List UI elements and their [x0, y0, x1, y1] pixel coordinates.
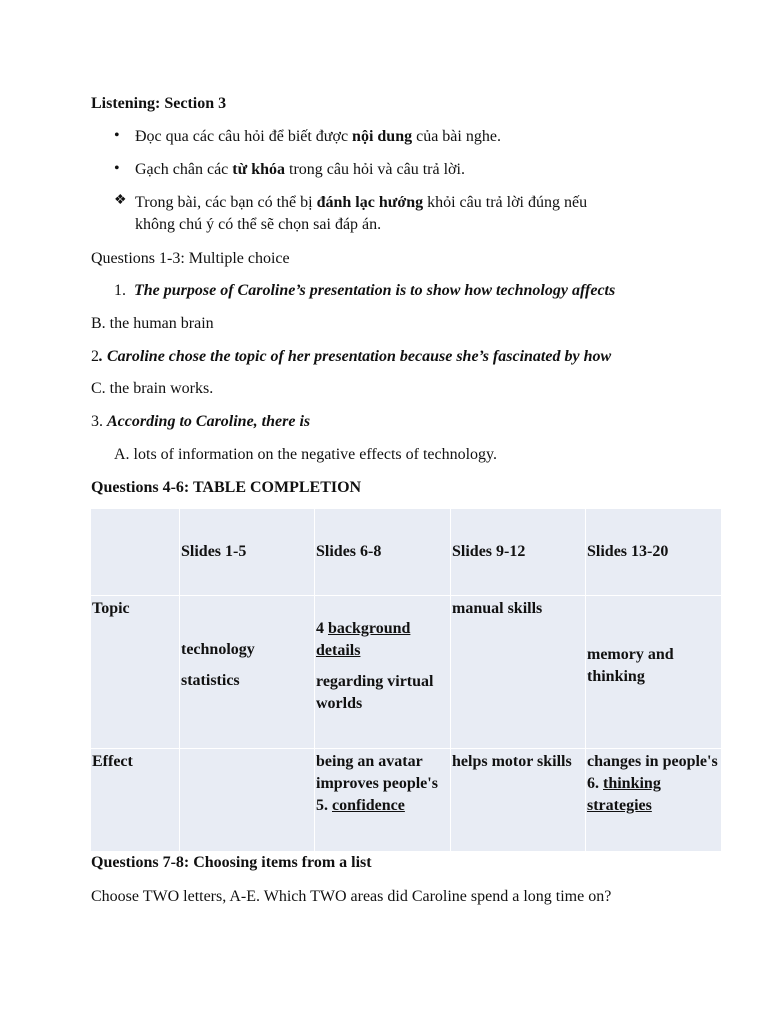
- question-text: The purpose of Caroline’s presentation is to show how technology affects: [134, 282, 616, 299]
- heading-bold: Questions 4-6:: [91, 479, 193, 496]
- answer-text: thinking strategies: [587, 775, 661, 814]
- tip-text: của bài nghe.: [412, 128, 501, 145]
- heading-rest: TABLE COMPLETION: [192, 479, 362, 496]
- tip-text: trong câu hỏi và câu trả lời.: [285, 161, 465, 178]
- question-text: . Caroline chose the topic of her presentation because she’s fascinated by how: [99, 348, 612, 365]
- question-1-answer: B. the human brain: [91, 315, 214, 332]
- table-header-cell: Slides 13-20: [586, 509, 722, 596]
- question-3-answer: A. lots of information on the negative effects of technology.: [114, 446, 498, 463]
- cell-text: changes in people's 6.: [587, 753, 718, 792]
- table-cell: manual skills: [451, 596, 586, 749]
- table-cell: [586, 596, 722, 749]
- row-label: Topic: [91, 596, 180, 749]
- question-number: 3.: [91, 413, 107, 430]
- answer-number: 4: [316, 620, 328, 637]
- table-completion: [90, 508, 722, 852]
- tip-item: [135, 192, 587, 214]
- bullet-dot-icon: •: [114, 160, 120, 177]
- cell-text: technology: [181, 641, 255, 658]
- question-number: 1.: [114, 282, 126, 299]
- table-cell: [586, 749, 722, 852]
- row-label: Effect: [91, 749, 180, 852]
- questions-7-8-instruction: Choose TWO letters, A-E. Which TWO areas did Caroline spend a long time on?: [91, 888, 612, 905]
- tip-keyword: đánh lạc hướng: [316, 194, 424, 211]
- questions-7-8-heading: Questions 7-8: Choosing items from a list: [91, 854, 372, 871]
- tip-keyword: nội dung: [352, 128, 413, 145]
- tip-text: Gạch chân các: [135, 161, 233, 178]
- table-cell: [315, 749, 451, 852]
- diamond-bullet-icon: ❖: [114, 193, 127, 208]
- question-2: [91, 347, 611, 367]
- cell-text: memory and thinking: [587, 646, 674, 685]
- table-header-row: [91, 509, 722, 596]
- table-row-topic: [91, 596, 722, 749]
- table-header-cell: Slides 6-8: [315, 509, 451, 596]
- question-text: According to Caroline, there is: [107, 413, 311, 430]
- tip-keyword: từ khóa: [232, 161, 285, 178]
- question-2-answer: C. the brain works.: [91, 380, 214, 397]
- answer-text: confidence: [332, 797, 405, 814]
- tip-item-continued: không chú ý có thể sẽ chọn sai đáp án.: [135, 216, 382, 233]
- table-cell: [180, 596, 315, 749]
- tip-item: [135, 159, 465, 181]
- tip-item: [135, 126, 501, 148]
- table-cell: helps motor skills: [451, 749, 586, 852]
- table-header-cell: Slides 1-5: [180, 509, 315, 596]
- cell-text: [316, 618, 450, 662]
- bullet-dot-icon: •: [114, 127, 120, 144]
- questions-4-6-heading: [91, 478, 361, 498]
- question-3: [91, 412, 310, 432]
- table-header-cell: Slides 9-12: [451, 509, 586, 596]
- tip-text: Đọc qua các câu hỏi để biết được: [135, 128, 353, 145]
- cell-text: regarding virtual worlds: [316, 673, 434, 712]
- question-number: 2: [91, 348, 99, 365]
- questions-1-3-heading: Questions 1-3: Multiple choice: [91, 250, 290, 267]
- question-1: [114, 281, 615, 301]
- tip-text: Trong bài, các bạn có thể bị: [135, 194, 317, 211]
- cell-text: statistics: [181, 672, 240, 689]
- answer-text: background details: [316, 620, 411, 659]
- tip-text: khỏi câu trả lời đúng nếu: [423, 194, 588, 211]
- table-cell: [315, 596, 451, 749]
- section-heading: Listening: Section 3: [91, 95, 227, 112]
- table-cell: [180, 749, 315, 852]
- table-header-cell: [91, 509, 180, 596]
- cell-text: being an avatar improves people's 5.: [316, 753, 438, 814]
- table-row-effect: [91, 749, 722, 852]
